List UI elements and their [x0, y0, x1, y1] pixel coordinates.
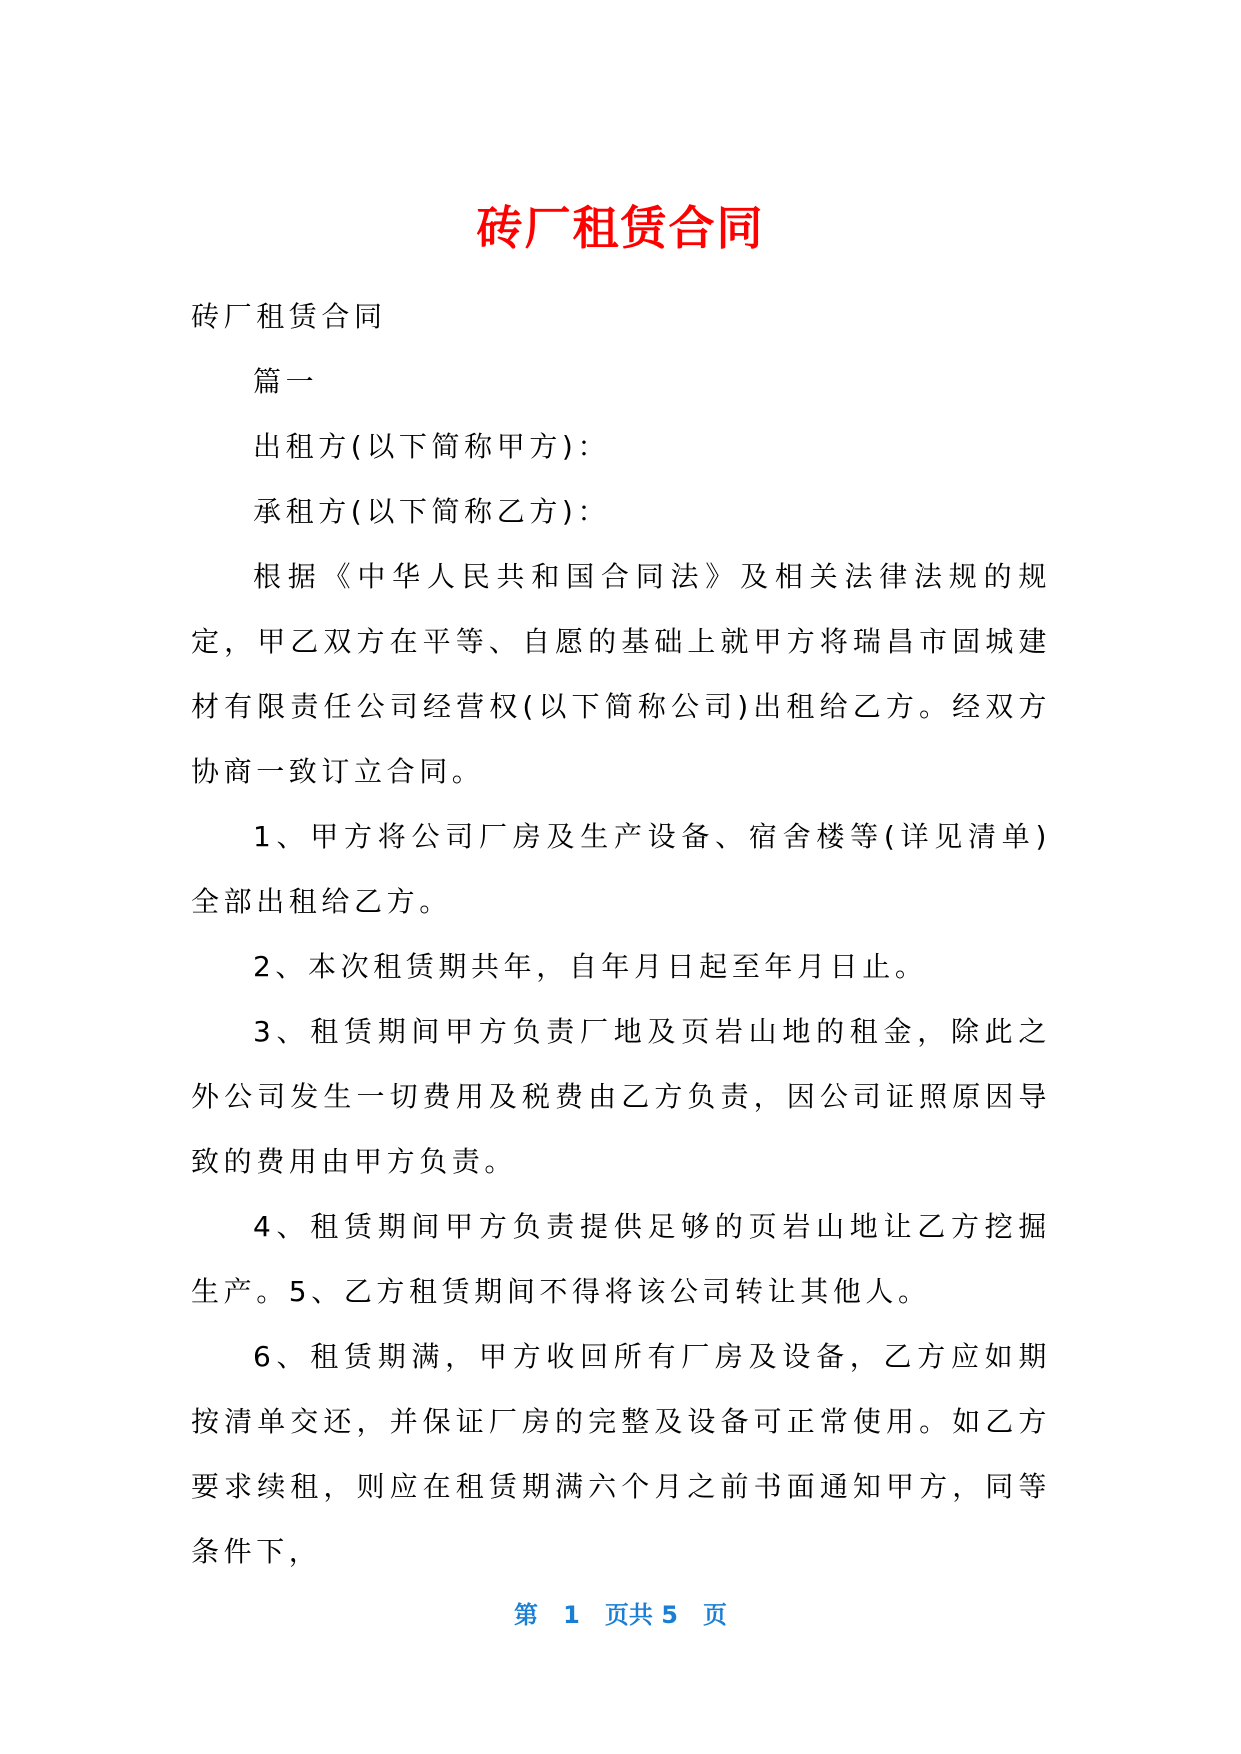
clause-6: 6、租赁期满，甲方收回所有厂房及设备，乙方应如期按清单交还，并保证厂房的完整及设备可正常使用。如乙方要求续租，则应在租赁期满六个月之前书面通知甲方，同等条件下，: [191, 1340, 1051, 1568]
preamble-paragraph: 根据《中华人民共和国合同法》及相关法律法规的规定，甲乙双方在平等、自愿的基础上就甲方将瑞昌市固城建材有限责任公司经营权(以下简称公司)出租给乙方。经双方协商一致订立合同。: [191, 560, 1051, 788]
clause-1: 1、甲方将公司厂房及生产设备、宿舍楼等(详见清单)全部出租给乙方。: [191, 820, 1051, 918]
lessee-line: 承租方(以下简称乙方)：: [253, 495, 611, 528]
lessor-line: 出租方(以下简称甲方)：: [253, 430, 611, 463]
clause-4-5: 4、租赁期间甲方负责提供足够的页岩山地让乙方挖掘生产。5、乙方租赁期间不得将该公司转让其他人。: [191, 1210, 1051, 1308]
document-body: [191, 284, 1051, 1584]
footer-current-page: 1: [563, 1601, 580, 1629]
clause-3: 3、租赁期间甲方负责厂地及页岩山地的租金，除此之外公司发生一切费用及税费由乙方负责，因公司证照原因导致的费用由甲方负责。: [191, 1015, 1051, 1178]
document-title: 砖厂租赁合同: [476, 201, 765, 255]
footer-prefix: 第: [514, 1601, 538, 1629]
page-footer: [0, 1598, 1241, 1632]
footer-suffix: 页: [703, 1601, 727, 1629]
footer-middle: 页共: [604, 1601, 653, 1629]
section-label: 篇一: [253, 365, 319, 398]
clause-2: 2、本次租赁期共年，自年月日起至年月日止。: [253, 950, 928, 983]
body-heading: 砖厂租赁合同: [191, 300, 387, 333]
footer-total-pages: 5: [661, 1601, 678, 1629]
